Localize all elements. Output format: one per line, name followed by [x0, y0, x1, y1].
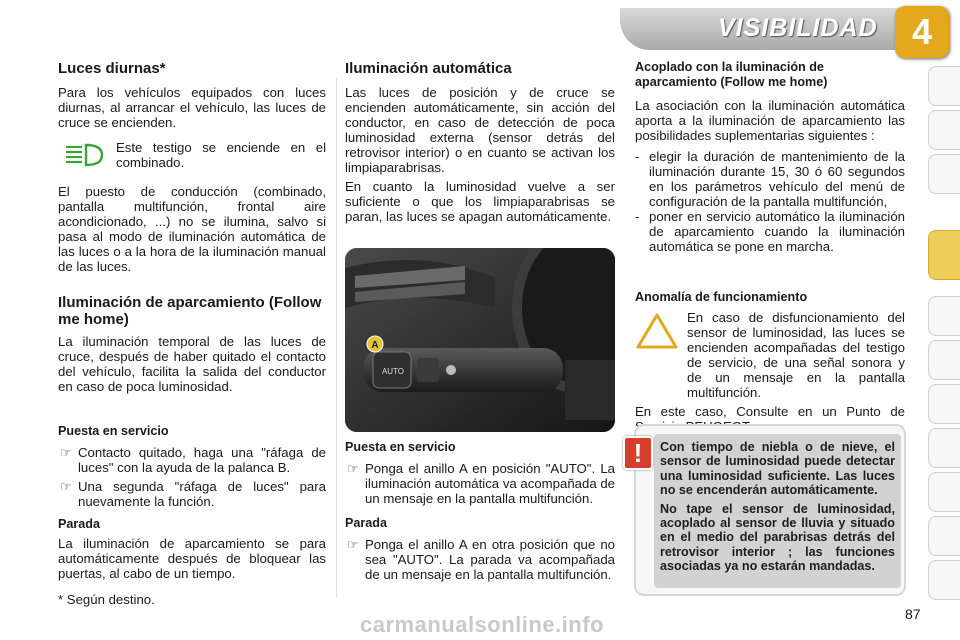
chapter-tab-10[interactable]	[928, 516, 960, 556]
section-title-malfunction: Anomalía de funcionamiento	[635, 290, 808, 304]
section-title-follow-me-home: Iluminación de aparcamiento (Follow me home)	[58, 294, 322, 328]
subsection-title-stop: Parada	[58, 517, 101, 531]
warning-triangle-icon	[635, 312, 679, 350]
lighting-stalk-photo	[345, 248, 615, 432]
chapter-tab-6[interactable]	[928, 340, 960, 380]
footnote: * Según destino.	[58, 592, 155, 607]
low-beam-indicator-icon	[58, 140, 108, 170]
chapter-tab-2[interactable]	[928, 110, 960, 150]
section-title-coupled-follow-me-home: Acoplado con la iluminación de aparcamiento (Follow me home)	[635, 60, 828, 89]
chapter-tabs	[928, 66, 960, 626]
subsection-title-activation: Puesta en servicio	[58, 424, 169, 438]
warning-note-box	[634, 424, 906, 596]
subsection-title-stop-auto: Parada	[345, 516, 388, 530]
list-item: - elegir la duración de mantenimiento de la iluminación durante 15, 30 ó 60 segundos en los parámetros vehículo del menú de configuración de la pantalla multifunción,	[635, 149, 905, 209]
chapter-tab-8[interactable]	[928, 428, 960, 468]
column-right	[635, 60, 905, 254]
warning-note-content	[654, 434, 901, 588]
hand-pointer-icon: ☞	[347, 461, 359, 476]
chapter-number-badge: 4	[895, 6, 949, 58]
daytime-lights-paragraph: Para los vehículos equipados con luces diurnas, al arrancar el vehículo, las luces de cruce se encienden.	[58, 85, 326, 130]
list-item: ☞ Ponga el anillo A en otra posición que no sea "AUTO". La parada va acompañada de un mensaje en la pantalla multifunción.	[347, 537, 615, 582]
warning-note-paragraph-1: Con tiempo de niebla o de nieve, el sensor de luminosidad puede detectar una luminosidad suficiente. Las luces no se encenderán automáticamente.	[660, 440, 895, 498]
stop-paragraph: La iluminación de aparcamiento se para automáticamente después de bloquear las puertas, al cabo de un tiempo.	[58, 536, 326, 581]
section-title-daytime-lights: Luces diurnas*	[58, 60, 166, 77]
malfunction-title-wrap	[635, 290, 905, 305]
list-item: ☞ Contacto quitado, haga una "ráfaga de luces" con la ayuda de la palanca B.	[60, 445, 326, 475]
column-left	[58, 60, 326, 581]
chapter-tab-7[interactable]	[928, 384, 960, 424]
watermark-text: carmanualsonline.info	[360, 612, 604, 637]
chapter-tab-11[interactable]	[928, 560, 960, 600]
coupled-options-list	[635, 149, 905, 254]
malfunction-paragraph-1: En caso de disfuncionamiento del sensor de luminosidad, las luces se encienden acompañadas del testigo de servicio, de una señal sonora y de un mensaje en la pantalla multifunción.	[687, 310, 905, 400]
auto-activation-list	[345, 461, 615, 506]
hand-pointer-icon: ☞	[60, 445, 72, 460]
list-item: ☞ Ponga el anillo A en posición "AUTO". La iluminación automática va acompañada de un mensaje en la pantalla multifunción.	[347, 461, 615, 506]
dashboard-paragraph: El puesto de conducción (combinado, pantalla multifunción, frontal aire acondicionado, ...) no se ilumina, salvo si pasa al modo de iluminación automática de las luces o a la hora de la iluminación manual de las luces.	[58, 184, 326, 274]
column-middle	[345, 60, 615, 224]
chapter-tab-9[interactable]	[928, 472, 960, 512]
malfunction-block	[635, 310, 905, 434]
indicator-description: Este testigo se enciende en el combinado.	[116, 140, 326, 170]
hand-pointer-icon: ☞	[347, 537, 359, 552]
coupled-paragraph: La asociación con la iluminación automática aporta a la iluminación de aparcamiento las posibilidades suplementarias siguientes :	[635, 98, 905, 143]
warning-note-paragraph-2: No tape el sensor de luminosidad, acoplado al sensor de lluvia y situado en el medio del parabrisas detrás del retrovisor interior ; las funciones asociadas ya no estarán mandadas.	[660, 501, 895, 574]
page-number: 87	[905, 606, 921, 622]
list-item: - poner en servicio automático la iluminación de aparcamiento cuando la iluminación automática se pone en marcha.	[635, 209, 905, 254]
callout-label-a: A	[371, 340, 379, 351]
auto-position-label: AUTO	[381, 367, 405, 376]
column-middle-lower	[345, 440, 615, 582]
chapter-tab-5[interactable]	[928, 296, 960, 336]
subsection-title-activation-auto: Puesta en servicio	[345, 440, 456, 454]
auto-stop-list	[345, 537, 615, 582]
column-divider	[336, 78, 337, 598]
exclamation-icon: !	[623, 436, 653, 470]
chapter-tab-3[interactable]	[928, 154, 960, 194]
chapter-tab-4-active[interactable]	[928, 230, 960, 280]
indicator-row	[58, 140, 326, 170]
page-header	[0, 0, 960, 62]
automatic-lighting-paragraph-2: En cuanto la luminosidad vuelve a ser suficiente o que los limpiaparabrisas se paran, las luces se apagan automáticamente.	[345, 179, 615, 224]
activation-list	[58, 445, 326, 509]
hand-pointer-icon: ☞	[60, 479, 72, 494]
chapter-title: VISIBILIDAD	[718, 14, 878, 42]
follow-me-home-paragraph: La iluminación temporal de las luces de cruce, después de haber quitado el contacto del vehículo, facilita la salida del conductor en caso de poca luminosidad.	[58, 334, 326, 394]
malfunction-row	[635, 310, 905, 400]
malfunction-paragraph-2: En este caso, Consulte en un Punto de	[635, 404, 905, 419]
chapter-tab-1[interactable]	[928, 66, 960, 106]
section-title-automatic-lighting: Iluminación automática	[345, 60, 512, 77]
automatic-lighting-paragraph-1: Las luces de posición y de cruce se encienden automáticamente, sin acción del conductor, en caso de detección de poca luminosidad externa (sensor detrás del retrovisor interior) o en cuanto se activan los limpiaparabrisas.	[345, 85, 615, 175]
list-item: ☞ Una segunda "ráfaga de luces" para nuevamente la función.	[60, 479, 326, 509]
